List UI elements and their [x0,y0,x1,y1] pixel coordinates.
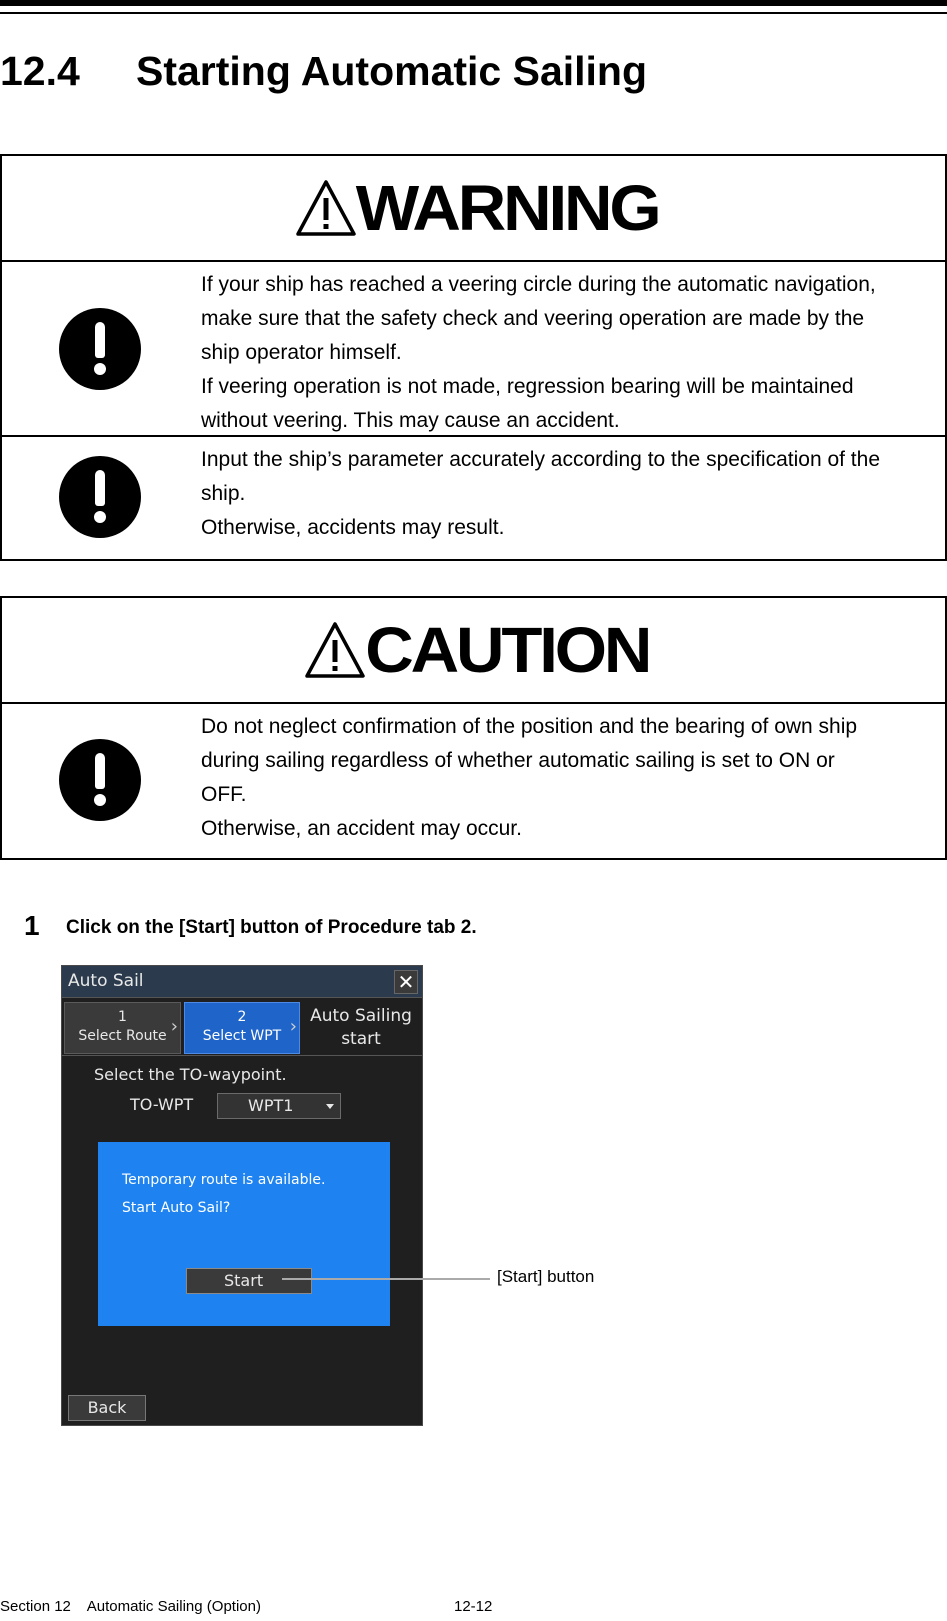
close-button[interactable]: ✕ [394,970,418,994]
mandatory-action-icon [59,739,141,821]
tab-number: 1 [118,1009,127,1025]
confirm-message-2: Start Auto Sail? [122,1200,231,1216]
text-line: If your ship has reached a veering circle during the automatic navigation, [201,273,876,296]
warning-item-1 [2,262,945,435]
tab-label: Auto Sailing [310,1006,412,1026]
caution-header [2,598,945,704]
tab-label: Select Route [78,1028,167,1044]
section-number: 12.4 [0,48,80,94]
text-line: Otherwise, accidents may result. [201,516,505,539]
warning-item-2 [2,435,945,557]
callout-label: [Start] button [497,1267,595,1286]
tab-select-wpt[interactable] [184,1002,300,1054]
warning-header [2,156,945,262]
chevron-right-icon: › [170,1016,178,1037]
tab-label: start [341,1029,381,1049]
page-footer [0,1598,493,1615]
to-wpt-value: WPT1 [248,1096,294,1115]
text-line: without veering. This may cause an accident. [201,409,620,432]
text-line: Otherwise, an accident may occur. [201,817,522,840]
warning-box [0,154,947,561]
mandatory-action-icon [59,456,141,538]
caution-triangle-icon [304,621,366,679]
footer-section: Section 12 Automatic Sailing (Option) [0,1598,261,1615]
top-rule-thick [0,0,947,6]
text-line: during sailing regardless of whether automatic sailing is set to ON or [201,749,835,772]
tab-select-route[interactable] [64,1002,181,1054]
text-line: ship. [201,482,246,505]
caution-box [0,596,947,860]
confirm-panel [98,1142,390,1326]
to-wpt-label: TO-WPT [130,1095,194,1114]
footer-page-number: 12-12 [454,1598,493,1615]
warning-triangle-icon [295,179,357,237]
procedure-tabs [62,1000,422,1056]
step-number: 1 [24,910,40,941]
text-line: ship operator himself. [201,341,402,364]
caution-item-1 [2,704,945,856]
step-instruction: Click on the [Start] button of Procedure tab 2. [66,917,477,938]
section-heading [0,48,647,95]
mandatory-action-icon [59,308,141,390]
caution-item-1-text [197,704,945,856]
warning-item-2-text [197,437,945,557]
to-wpt-select[interactable] [217,1093,341,1119]
dialog-titlebar [62,966,422,998]
tab-number: 2 [237,1009,247,1025]
text-line: make sure that the safety check and veering operation are made by the [201,307,865,330]
text-line: If veering operation is not made, regression bearing will be maintained [201,375,854,398]
chevron-right-icon: › [289,1016,297,1037]
caution-heading: CAUTION [365,614,650,686]
text-line: OFF. [201,783,247,806]
tab-auto-sailing-start[interactable] [302,1002,420,1054]
callout-leader-line [282,1278,490,1280]
tab-label: Select WPT [202,1028,282,1044]
dialog-title: Auto Sail [68,971,144,991]
text-line: Input the ship’s parameter accurately according to the specification of the [201,448,881,471]
text-line: Do not neglect confirmation of the position and the bearing of own ship [201,715,858,738]
warning-heading: WARNING [356,172,659,244]
dropdown-arrow-icon [326,1104,334,1109]
start-button[interactable] [186,1268,312,1294]
start-button-label: Start [224,1271,264,1290]
back-button[interactable]: Back [68,1395,146,1421]
instruction-text: Select the TO-waypoint. [94,1065,287,1084]
top-rule-thin [0,12,947,14]
confirm-message-1: Temporary route is available. [122,1172,326,1188]
warning-item-1-text [197,262,945,435]
auto-sail-dialog [61,965,423,1426]
section-title: Starting Automatic Sailing [136,48,648,94]
